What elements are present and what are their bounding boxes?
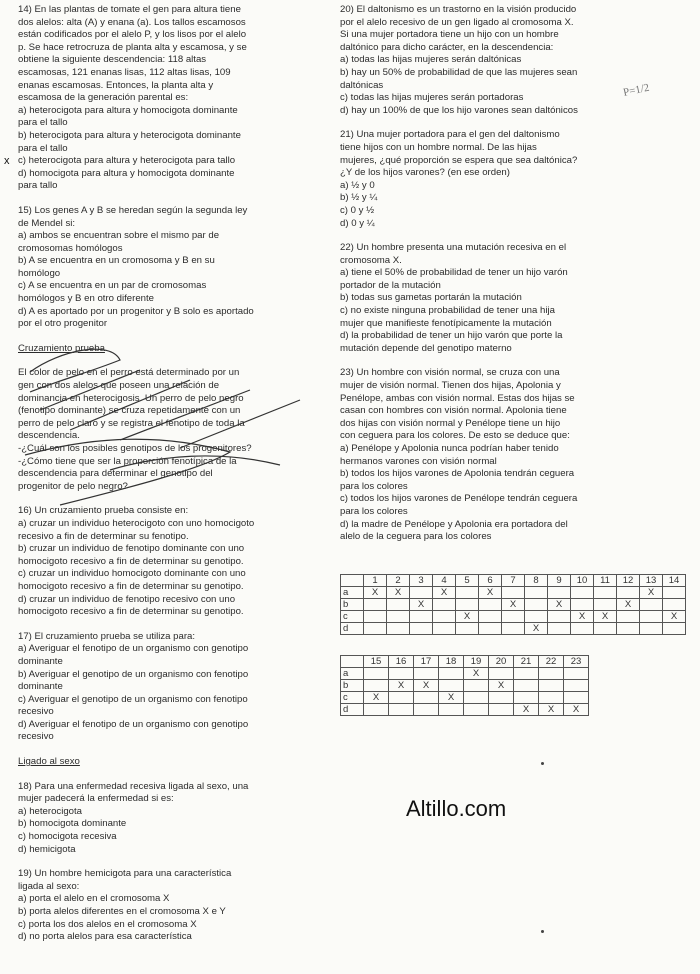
cross-problem bbox=[18, 367, 308, 493]
table-cell: d bbox=[341, 704, 364, 716]
option-line: d) la madre de Penélope y Apolonia era portadora del bbox=[340, 518, 568, 530]
option-line: c) todos los hijos varones de Penélope tendrán ceguera bbox=[340, 493, 578, 505]
table-cell: X bbox=[364, 587, 387, 599]
table-header-cell: 6 bbox=[479, 575, 502, 587]
table-cell: c bbox=[341, 692, 364, 704]
table-header-cell: 17 bbox=[414, 656, 439, 668]
table-cell bbox=[433, 611, 456, 623]
table-cell: c bbox=[341, 611, 364, 623]
question-stem-line: ¿Y de los hijos varones? (en ese orden) bbox=[340, 167, 510, 179]
table-header-cell: 12 bbox=[617, 575, 640, 587]
question-stem-line: escamosa de la generación parental es: bbox=[18, 92, 189, 104]
cross-text-line: -¿Cuál son los posibles genotipos de los progenitores? bbox=[18, 443, 252, 454]
table-cell: a bbox=[341, 668, 364, 680]
table-cell bbox=[364, 680, 389, 692]
option-line: mujer que manifieste fenotípicamente la mutación bbox=[340, 317, 552, 329]
question-23 bbox=[340, 367, 630, 543]
option-line: d) Averiguar el fenotipo de un organismo con genotipo bbox=[18, 718, 249, 730]
option-line: homocigoto recesivo a fin de determinar su genotipo. bbox=[18, 555, 244, 567]
table-cell bbox=[514, 680, 539, 692]
table-cell: X bbox=[387, 587, 410, 599]
question-stem-line: 23) Un hombre con visión normal, se cruza con una bbox=[340, 367, 560, 379]
table-cell bbox=[617, 623, 640, 635]
option-line: d) hemicigota bbox=[18, 843, 76, 855]
right-column bbox=[340, 4, 630, 556]
table-cell bbox=[410, 587, 433, 599]
question-stem-line: Penélope, ambas con visión normal. Estas dos hijas se bbox=[340, 392, 575, 404]
table-cell bbox=[571, 587, 594, 599]
table-cell bbox=[456, 599, 479, 611]
table-header-cell: 22 bbox=[539, 656, 564, 668]
option-line: b) Averiguar el genotipo de un organismo con fenotipo bbox=[18, 668, 249, 680]
table-row bbox=[341, 704, 589, 716]
option-line: b) ½ y ¼ bbox=[340, 192, 378, 204]
table-cell bbox=[617, 587, 640, 599]
option-line: a) todas las hijas mujeres serán daltónicas bbox=[340, 54, 522, 66]
table-row bbox=[341, 668, 589, 680]
handwritten-note: P=1/2 bbox=[622, 81, 651, 99]
option-text: c) heterocigota para altura y heterocigota para tallo bbox=[18, 155, 236, 167]
table-cell: X bbox=[539, 704, 564, 716]
table-cell bbox=[617, 611, 640, 623]
table-header-cell: 16 bbox=[389, 656, 414, 668]
option-line: para los colores bbox=[340, 505, 408, 517]
table-header-cell: 13 bbox=[640, 575, 663, 587]
table-cell: X bbox=[640, 587, 663, 599]
question-21 bbox=[340, 129, 630, 230]
table-cell bbox=[663, 599, 686, 611]
table-cell bbox=[594, 587, 617, 599]
table-header-cell: 4 bbox=[433, 575, 456, 587]
option-line: a) heterocigota para altura y homocigota dominante bbox=[18, 104, 238, 116]
table-cell bbox=[663, 587, 686, 599]
option-line: para tallo bbox=[18, 180, 58, 192]
table-cell bbox=[414, 704, 439, 716]
option-line: c) 0 y ½ bbox=[340, 204, 375, 216]
speck bbox=[541, 762, 544, 765]
table-cell bbox=[525, 599, 548, 611]
table-header-cell: 3 bbox=[410, 575, 433, 587]
question-stem-line: 19) Un hombre hemicigota para una característica bbox=[18, 868, 232, 880]
table-cell bbox=[364, 668, 389, 680]
table-cell bbox=[548, 611, 571, 623]
table-cell bbox=[456, 623, 479, 635]
option-line: c) homocigota recesiva bbox=[18, 831, 117, 843]
table-header-cell bbox=[341, 656, 364, 668]
table-cell bbox=[414, 692, 439, 704]
table-cell: X bbox=[663, 611, 686, 623]
table-header-cell: 7 bbox=[502, 575, 525, 587]
question-stem-line: dos alelos: alta (A) y enana (a). Los tallos escamosos bbox=[18, 16, 246, 28]
question-stem-line: obtiene la siguiente descendencia: 118 altas bbox=[18, 54, 207, 66]
option-line: b) todas sus gametas portarán la mutación bbox=[340, 292, 522, 304]
question-stem-line: 17) El cruzamiento prueba se utiliza para: bbox=[18, 630, 196, 642]
table-cell: X bbox=[489, 680, 514, 692]
question-stem-line: mujer de visión normal. Tienen dos hijas, Apolonia y bbox=[340, 380, 561, 392]
cross-text-line: -¿Cómo tiene que ser la proporción fenotípica de la bbox=[18, 455, 237, 467]
table-row bbox=[341, 599, 686, 611]
table-cell bbox=[410, 623, 433, 635]
option-line: cromosomas homólogos bbox=[18, 242, 123, 254]
options bbox=[340, 443, 630, 544]
table-cell bbox=[502, 587, 525, 599]
table-header-cell: 10 bbox=[571, 575, 594, 587]
table-header-cell: 5 bbox=[456, 575, 479, 587]
watermark: Altillo.com bbox=[406, 796, 507, 821]
question-stem-line: dos hijas con visión normal y Penélope tiene un hijo bbox=[340, 417, 561, 429]
cross-text-line: descendencia para determinar el genotipo del bbox=[18, 468, 213, 480]
table-header-cell: 14 bbox=[663, 575, 686, 587]
speck bbox=[541, 930, 544, 933]
options bbox=[340, 54, 630, 117]
option-line: daltónicas bbox=[340, 79, 384, 91]
cross-text-line: (fenotipo dominante) se cruza repetidamente con un bbox=[18, 405, 241, 417]
option-line: b) cruzar un individuo de fenotipo dominante con uno bbox=[18, 543, 245, 555]
options bbox=[18, 230, 308, 331]
table-cell bbox=[571, 623, 594, 635]
option-line: por el otro progenitor bbox=[18, 318, 108, 330]
table-row bbox=[341, 623, 686, 635]
option-line: a) Penélope y Apolonia nunca podrían haber tenido bbox=[340, 443, 559, 454]
option-line: d) A es aportado por un progenitor y B solo es aportado bbox=[18, 305, 254, 317]
table-cell: b bbox=[341, 680, 364, 692]
table-cell: X bbox=[389, 680, 414, 692]
table-cell bbox=[364, 623, 387, 635]
table-cell bbox=[548, 587, 571, 599]
table-cell: X bbox=[571, 611, 594, 623]
table-cell bbox=[439, 680, 464, 692]
table-header-cell: 23 bbox=[564, 656, 589, 668]
table-cell bbox=[564, 668, 589, 680]
question-stem-line: 18) Para una enfermedad recesiva ligada al sexo, una bbox=[18, 780, 249, 792]
option-line: b) heterocigota para altura y heterocigota dominante bbox=[18, 129, 241, 141]
question-stem-line: 21) Una mujer portadora para el gen del daltonismo bbox=[340, 129, 560, 141]
question-16 bbox=[18, 505, 308, 618]
table-cell bbox=[489, 704, 514, 716]
answer-mark-icon: x bbox=[4, 155, 10, 168]
table-cell bbox=[525, 587, 548, 599]
table-row bbox=[341, 692, 589, 704]
options bbox=[340, 267, 630, 355]
table-row bbox=[341, 587, 686, 599]
table-cell bbox=[539, 668, 564, 680]
table-cell: X bbox=[439, 692, 464, 704]
table-header-cell: 20 bbox=[489, 656, 514, 668]
table-cell: X bbox=[525, 623, 548, 635]
table-cell bbox=[464, 692, 489, 704]
table-cell bbox=[389, 692, 414, 704]
table-cell: X bbox=[514, 704, 539, 716]
option-line: portador de la mutación bbox=[340, 279, 441, 291]
option-line: b) porta alelos diferentes en el cromosoma X e Y bbox=[18, 906, 226, 917]
cross-text-line: El color de pelo en el perro está determinado por un bbox=[18, 367, 240, 379]
table-cell bbox=[364, 704, 389, 716]
options bbox=[4, 104, 308, 193]
question-stem-line: están codificados por el alelo P, y los lisos por el alelo bbox=[18, 29, 247, 41]
table-header-row bbox=[341, 656, 589, 668]
question-stem-line: por el alelo recesivo de un gen ligado al cromosoma X. bbox=[340, 16, 574, 28]
table-cell bbox=[389, 704, 414, 716]
option-line: dominante bbox=[18, 681, 63, 693]
option-line: b) hay un 50% de probabilidad de que las mujeres sean bbox=[340, 66, 578, 78]
table-cell bbox=[479, 599, 502, 611]
question-stem-line: Si una mujer portadora tiene un hijo con un hombre bbox=[340, 29, 559, 41]
table-header-cell: 1 bbox=[364, 575, 387, 587]
table-cell bbox=[539, 680, 564, 692]
option-line: d) 0 y ¼ bbox=[340, 217, 375, 229]
question-stem-line: de Mendel si: bbox=[18, 217, 76, 229]
table-cell: X bbox=[456, 611, 479, 623]
table-header-cell: 15 bbox=[364, 656, 389, 668]
table-cell bbox=[456, 587, 479, 599]
table-cell bbox=[387, 611, 410, 623]
option-line: homólogos y B en otro diferente bbox=[18, 293, 154, 305]
table-header-cell bbox=[341, 575, 364, 587]
question-stem-line: con ceguera para los colores. De esto se deduce que: bbox=[340, 430, 570, 442]
option-line: c) cruzar un individuo homocigoto dominante con uno bbox=[18, 568, 246, 580]
table-cell bbox=[514, 692, 539, 704]
table-cell: X bbox=[410, 599, 433, 611]
table-cell bbox=[389, 668, 414, 680]
table-cell: a bbox=[341, 587, 364, 599]
table-cell bbox=[564, 680, 589, 692]
option-line: a) heterocigota bbox=[18, 805, 82, 817]
table-cell: b bbox=[341, 599, 364, 611]
table-header-cell: 19 bbox=[464, 656, 489, 668]
options bbox=[18, 643, 308, 744]
table-cell bbox=[594, 623, 617, 635]
table-cell: X bbox=[364, 692, 389, 704]
table-cell bbox=[640, 611, 663, 623]
option-line: a) ½ y 0 bbox=[340, 179, 375, 191]
option-line: b) A se encuentra en un cromosoma y B en su bbox=[18, 255, 215, 267]
table-header-cell: 8 bbox=[525, 575, 548, 587]
option-line: d) la probabilidad de tener un hijo varón que porte la bbox=[340, 330, 563, 342]
table-cell bbox=[502, 611, 525, 623]
table-cell: X bbox=[502, 599, 525, 611]
table-cell bbox=[539, 692, 564, 704]
table-header-cell: 11 bbox=[594, 575, 617, 587]
question-stem-line: mujer padecerá la enfermedad si es: bbox=[18, 793, 174, 805]
table-cell: X bbox=[414, 680, 439, 692]
option-line: para el tallo bbox=[18, 117, 68, 129]
option-line: homocigoto recesivo a fin de determinar su genotipo. bbox=[18, 606, 244, 618]
table-cell bbox=[433, 599, 456, 611]
option-line: hermanos varones con visión normal bbox=[340, 455, 497, 467]
question-stem-line: tiene hijos con un hombre normal. De las hijas bbox=[340, 141, 537, 153]
question-stem-line: cromosoma X. bbox=[340, 254, 402, 266]
option-line: d) no porta alelos para esa característica bbox=[18, 931, 192, 943]
options bbox=[340, 180, 630, 230]
table-cell: X bbox=[433, 587, 456, 599]
question-18 bbox=[18, 781, 308, 857]
option-line: a) cruzar un individuo heterocigoto con uno homocigoto bbox=[18, 517, 255, 529]
option-line: recesivo bbox=[18, 706, 54, 718]
table-cell: X bbox=[564, 704, 589, 716]
table-cell: X bbox=[548, 599, 571, 611]
option-line: c) porta los dos alelos en el cromosoma X bbox=[18, 918, 197, 930]
table-cell bbox=[640, 599, 663, 611]
cross-text-line: gen con dos alelos que poseen una relación de bbox=[18, 380, 220, 392]
table-cell: d bbox=[341, 623, 364, 635]
table-header-cell: 9 bbox=[548, 575, 571, 587]
table-header-cell: 18 bbox=[439, 656, 464, 668]
question-stem-line: 16) Un cruzamiento prueba consiste en: bbox=[18, 505, 189, 517]
question-19 bbox=[18, 868, 308, 944]
option-line: para los colores bbox=[340, 480, 408, 492]
table-cell bbox=[489, 692, 514, 704]
option-line: homocigoto recesivo a fin de determinar su genotipo. bbox=[18, 580, 244, 592]
option-line: alelo de la ceguera para los colores bbox=[340, 531, 492, 543]
question-stem-line: casan con hombres con visión normal. Apolonia tiene bbox=[340, 405, 567, 417]
table-cell: X bbox=[479, 587, 502, 599]
table-row bbox=[341, 680, 589, 692]
question-stem-line: escamosas, 121 enanas lisas, 112 altas lisas, 109 bbox=[18, 66, 231, 78]
table-cell bbox=[433, 623, 456, 635]
question-14 bbox=[4, 4, 308, 193]
option-line bbox=[4, 155, 308, 168]
table-cell bbox=[548, 623, 571, 635]
cross-text-line: dominancia en heterocigosis. Un perro de pelo negro bbox=[18, 392, 244, 404]
table-header-row bbox=[341, 575, 686, 587]
option-line: b) homocigota dominante bbox=[18, 818, 127, 830]
table-cell bbox=[387, 623, 410, 635]
table-cell bbox=[594, 599, 617, 611]
cross-text-line: progenitor de pelo negro? bbox=[18, 480, 128, 492]
table-header-cell: 21 bbox=[514, 656, 539, 668]
question-stem-line: 22) Un hombre presenta una mutación recesiva en el bbox=[340, 242, 567, 254]
option-line: recesivo bbox=[18, 731, 54, 743]
table-cell bbox=[640, 623, 663, 635]
table-cell bbox=[464, 680, 489, 692]
table-cell: X bbox=[594, 611, 617, 623]
option-line: homólogo bbox=[18, 267, 61, 279]
table-cell bbox=[410, 611, 433, 623]
question-20 bbox=[340, 4, 630, 117]
option-line: a) porta el alelo en el cromosoma X bbox=[18, 893, 170, 905]
question-17 bbox=[18, 631, 308, 744]
option-line: mutación depende del genotipo materno bbox=[340, 342, 512, 354]
question-stem-line: mujeres, ¿qué proporción se espera que sea daltónica? bbox=[340, 154, 578, 166]
answer-table-1 bbox=[340, 574, 686, 635]
option-line: c) no existe ninguna probabilidad de tener una hija bbox=[340, 305, 555, 317]
cross-text-line: perro de pelo claro y se registra el fenotipo de toda la bbox=[18, 417, 245, 429]
options bbox=[18, 806, 308, 856]
table-cell bbox=[387, 599, 410, 611]
table-cell: X bbox=[617, 599, 640, 611]
table-cell bbox=[571, 599, 594, 611]
table-cell bbox=[439, 704, 464, 716]
table-cell bbox=[479, 623, 502, 635]
option-line: d) cruzar un individuo de fenotipo recesivo con uno bbox=[18, 593, 236, 605]
table-row bbox=[341, 611, 686, 623]
table-cell bbox=[464, 704, 489, 716]
option-line: a) tiene el 50% de probabilidad de tener un hijo varón bbox=[340, 267, 568, 279]
option-line: d) hay un 100% de que los hijo varones sean daltónicos bbox=[340, 104, 578, 116]
section-heading-sex-linked: Ligado al sexo bbox=[18, 756, 80, 768]
option-line: recesivo a fin de determinar su fenotipo. bbox=[18, 530, 189, 542]
table-cell bbox=[564, 692, 589, 704]
table-cell bbox=[364, 599, 387, 611]
option-line: b) todos los hijos varones de Apolonia tendrán ceguera bbox=[340, 468, 575, 480]
table-cell bbox=[514, 668, 539, 680]
question-stem-line: p. Se hace retrocruza de planta alta y escamosa, y se bbox=[18, 41, 247, 53]
table-cell bbox=[663, 623, 686, 635]
option-line: c) todas las hijas mujeres serán portadoras bbox=[340, 92, 524, 104]
option-line: a) Averiguar el fenotipo de un organismo con genotipo bbox=[18, 643, 249, 655]
table-cell bbox=[479, 611, 502, 623]
question-stem-line: 15) Los genes A y B se heredan según la segunda ley bbox=[18, 204, 248, 216]
table-cell: X bbox=[464, 668, 489, 680]
section-heading-cross: Cruzamiento prueba bbox=[18, 342, 105, 354]
table-cell bbox=[364, 611, 387, 623]
table-header-cell: 2 bbox=[387, 575, 410, 587]
option-line: c) A se encuentra en un par de cromosomas bbox=[18, 280, 207, 292]
question-stem-line: daltónico para dicho carácter, en la descendencia: bbox=[340, 41, 554, 53]
question-22 bbox=[340, 242, 630, 355]
table-cell bbox=[439, 668, 464, 680]
option-line: dominante bbox=[18, 655, 63, 667]
option-line: c) Averiguar el genotipo de un organismo con fenotipo bbox=[18, 693, 248, 705]
table-cell bbox=[502, 623, 525, 635]
table-cell bbox=[414, 668, 439, 680]
question-15 bbox=[18, 205, 308, 331]
question-stem-line: enanas escamosas. Entonces, la planta alta y bbox=[18, 79, 214, 91]
option-line: d) homocigota para altura y homocigota dominante bbox=[18, 167, 235, 179]
option-line: a) ambos se encuentran sobre el mismo par de bbox=[18, 230, 220, 242]
left-column bbox=[4, 4, 308, 956]
option-line: para el tallo bbox=[18, 142, 68, 154]
table-cell bbox=[525, 611, 548, 623]
answer-table-2 bbox=[340, 655, 589, 716]
cross-text-line: descendencia. bbox=[18, 430, 80, 442]
question-stem-line: ligada al sexo: bbox=[18, 880, 80, 892]
table-cell bbox=[489, 668, 514, 680]
question-stem-line: 14) En las plantas de tomate el gen para altura tiene bbox=[18, 4, 241, 15]
options bbox=[18, 893, 308, 943]
question-stem-line: 20) El daltonismo es un trastorno en la visión producido bbox=[340, 4, 577, 15]
options bbox=[18, 518, 308, 619]
